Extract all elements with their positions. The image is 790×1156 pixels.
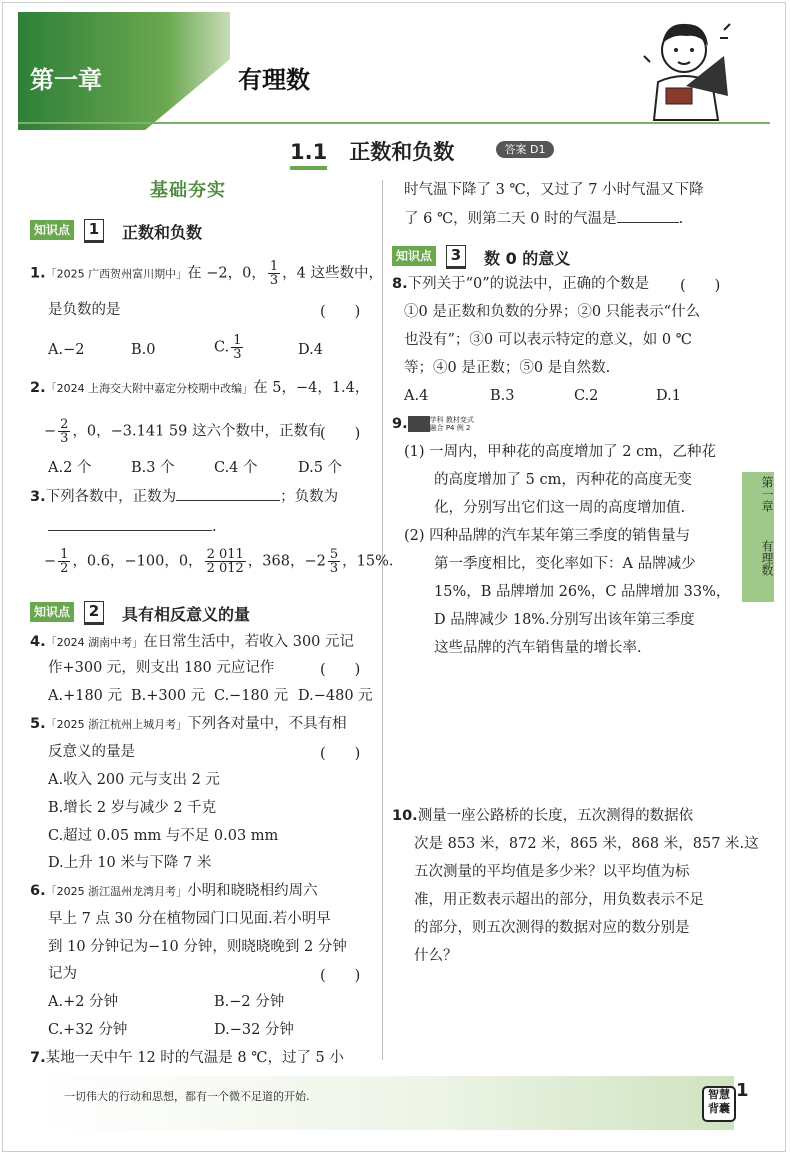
answer-badge: 答案 D1: [496, 141, 554, 158]
numerator: 2 011: [206, 547, 244, 562]
question-9-part-2-line-1: (2) 四种品牌的汽车某年第三季度的销售量与: [404, 528, 691, 544]
student-illustration-icon: [636, 16, 736, 122]
question-source: 「2025 浙江杭州上城月考」: [45, 718, 188, 731]
question-4-option-d: D.−480 元: [298, 688, 373, 704]
section-title: [290, 136, 454, 166]
question-8-line-4: 等；④0 是正数；⑤0 是自然数.: [404, 360, 611, 376]
answer-parentheses: ( ): [320, 426, 361, 442]
answer-blank[interactable]: [617, 208, 679, 223]
section-name: 正数和负数: [349, 140, 455, 164]
fraction: [205, 548, 246, 575]
question-text: 下列关于“0”的说法中，正确的个数是: [407, 276, 650, 292]
section-number: 1.1: [290, 140, 327, 170]
question-9-part-2-line-4: D 品牌减少 18%.分别写出该年第三季度: [434, 612, 695, 628]
question-number: 7.: [30, 1050, 46, 1066]
knowledge-point-number: 3: [446, 245, 466, 269]
question-5-option-b: B.增长 2 岁与减少 2 千克: [48, 800, 217, 816]
denominator: 2 012: [206, 561, 244, 576]
question-2-line-2: [44, 418, 323, 445]
question-text: 测量一座公路桥的长度，五次测得的数据依: [417, 808, 694, 824]
answer-parentheses: ( ): [320, 968, 361, 984]
question-number: 5.: [30, 716, 46, 732]
question-10-line-4: 准，用正数表示超出的部分，用负数表示不足: [414, 892, 704, 908]
question-number: 2.: [30, 380, 46, 396]
question-text: 了 6 ℃，则第二天 0 时的气温是: [404, 211, 617, 227]
side-tab-name: 有理数: [760, 540, 774, 576]
question-text: −: [44, 423, 57, 440]
question-text: ，368，−2: [247, 553, 326, 570]
numerator: 1: [269, 259, 279, 274]
question-source: 「2024 湖南中考」: [45, 636, 144, 649]
question-text: 下列各对量中，不具有相: [187, 716, 347, 732]
fraction: [328, 548, 340, 575]
question-source: [430, 416, 474, 432]
question-8-option-c: C.2: [574, 388, 599, 404]
question-number: 10.: [392, 808, 418, 824]
question-6-line-1: [30, 881, 318, 902]
knowledge-point-number: 1: [84, 219, 104, 243]
answer-parentheses: ( ): [320, 662, 361, 678]
question-number: 9.: [392, 416, 408, 432]
question-text: 在日常生活中，若收入 300 元记: [143, 634, 355, 650]
question-2-option-d: D.5 个: [298, 460, 343, 476]
question-1-option-a: A.−2: [48, 342, 85, 358]
question-text: ，15%.: [342, 553, 394, 570]
answer-blank[interactable]: [48, 516, 212, 531]
question-9-part-1-line-3: 化，分别写出它们这一周的高度增加值.: [434, 500, 686, 516]
denominator: 3: [269, 273, 279, 288]
chapter-name: 有理数: [238, 66, 310, 94]
fraction: [231, 334, 243, 361]
question-10-line-3: 五次测量的平均值是多少米？以平均值为标: [414, 864, 690, 880]
question-number: 3.: [30, 489, 46, 505]
denominator: 3: [60, 431, 69, 446]
question-8-line-1: [392, 274, 649, 294]
answer-parentheses: ( ): [680, 278, 721, 294]
question-text: 在 5，−4，1.4，: [253, 380, 370, 396]
question-5-line-1: [30, 714, 347, 735]
fraction: [58, 548, 70, 575]
question-1-option-c: [214, 334, 245, 361]
question-5-option-a: A.收入 200 元与支出 2 元: [48, 772, 220, 788]
question-9-part-2-line-5: 这些品牌的汽车销售量的增长率.: [434, 640, 642, 656]
question-6-line-3: 到 10 分钟记为−10 分钟，则晓晓晚到 2 分钟: [48, 939, 347, 955]
question-text: 下列各数中，正数为: [45, 489, 177, 505]
question-5-option-c: C.超过 0.05 mm 与不足 0.03 mm: [48, 828, 279, 844]
question-8-option-b: B.3: [490, 388, 515, 404]
footer-quote: 一切伟大的行动和思想，都有一个微不足道的开始.: [64, 1090, 310, 1103]
question-text: ，0，−3.141 59 这六个数中，正数有: [72, 423, 323, 440]
knowledge-point-tag: 知识点: [30, 602, 74, 622]
question-3-line-2: [48, 516, 217, 537]
fraction: [268, 260, 280, 287]
option-label: C.: [214, 339, 230, 356]
fraction: [58, 418, 70, 445]
question-10-line-1: [392, 806, 693, 826]
question-text: 小明和晓晓相约周六: [187, 883, 318, 899]
question-7-line-2: 时气温下降了 3 ℃，又过了 7 小时气温又下降: [404, 182, 704, 198]
question-10-line-2: 次是 853 米，872 米，865 米，868 米，857 米.这: [414, 836, 759, 852]
denominator: 2: [60, 561, 69, 576]
question-number: 4.: [30, 634, 46, 650]
question-1-option-d: D.4: [298, 342, 323, 358]
question-9-part-2-line-3: 15%，B 品牌增加 26%，C 品牌增加 33%，: [434, 584, 731, 600]
knowledge-point-tag: 知识点: [30, 220, 74, 240]
numerator: 1: [233, 333, 242, 348]
answer-parentheses: ( ): [320, 304, 361, 320]
question-5-line-2: 反意义的量是: [48, 744, 135, 760]
question-text: 某地一天中午 12 时的气温是 8 ℃，过了 5 小: [45, 1050, 344, 1066]
numerator: 2: [60, 417, 69, 432]
question-4-option-c: C.−180 元: [214, 688, 289, 704]
question-6-option-a: A.+2 分钟: [48, 994, 119, 1010]
question-text: ；负数为: [280, 489, 339, 505]
question-6-option-c: C.+32 分钟: [48, 1022, 128, 1038]
question-7-line-3: [404, 208, 683, 229]
knowledge-point-title: 数 0 的意义: [484, 249, 571, 268]
page-number: 1: [736, 1080, 749, 1101]
question-1-line-1: [30, 260, 383, 287]
denominator: 3: [233, 347, 242, 362]
knowledge-point-title: 正数和负数: [122, 223, 203, 242]
question-2-line-1: [30, 378, 369, 399]
question-number: 6.: [30, 883, 46, 899]
question-10-line-6: 什么？: [414, 948, 458, 964]
question-text: −: [44, 553, 57, 570]
question-9-part-2-line-2: 第一季度相比，变化率如下：A 品牌减少: [434, 556, 696, 572]
question-text: ，4 这些数中，: [282, 265, 383, 282]
question-6-option-d: D.−32 分钟: [214, 1022, 294, 1038]
basics-heading: 基础夯实: [150, 180, 226, 201]
question-2-option-b: B.3 个: [131, 460, 175, 476]
question-8-option-a: A.4: [404, 388, 429, 404]
question-4-option-b: B.+300 元: [131, 688, 206, 704]
header-rule: [18, 122, 770, 124]
question-4-line-1: [30, 632, 354, 653]
knowledge-point-number: 2: [84, 601, 104, 625]
question-8-line-3: 也没有”；③0 可以表示特定的意义，如 0 ℃: [404, 332, 692, 348]
question-9-header: [392, 414, 474, 434]
question-1-option-b: B.0: [131, 342, 156, 358]
question-7-line-1: [30, 1048, 344, 1068]
question-1-line-2: 是负数的是: [48, 302, 121, 318]
numerator: 1: [60, 547, 69, 562]
question-2-option-c: C.4 个: [214, 460, 258, 476]
question-5-option-d: D.上升 10 米与下降 7 米: [48, 855, 212, 871]
question-text: 在 −2，0，: [187, 265, 266, 282]
knowledge-point-tag: 知识点: [392, 246, 436, 266]
denominator: 3: [329, 561, 339, 576]
question-10-line-5: 的部分，则五次测得的数据对应的数分别是: [414, 920, 690, 936]
question-6-option-b: B.−2 分钟: [214, 994, 285, 1010]
question-source: 「2025 广西贺州富川期中」: [45, 267, 188, 281]
question-source: 「2025 浙江温州龙湾月考」: [45, 885, 188, 898]
question-8-option-d: D.1: [656, 388, 681, 404]
side-tab-chapter: 第一章: [760, 476, 774, 512]
question-text: .: [678, 211, 684, 227]
question-text: .: [212, 519, 217, 535]
answer-parentheses: ( ): [320, 746, 361, 762]
question-2-option-a: A.2 个: [48, 460, 92, 476]
wisdom-badge: 智慧背囊: [702, 1086, 736, 1122]
question-number: 1.: [30, 265, 46, 282]
question-3-line-1: [30, 486, 338, 507]
answer-blank[interactable]: [176, 486, 280, 501]
question-3-line-3: [44, 548, 393, 575]
column-divider: [382, 180, 383, 1060]
page-border: [2, 2, 786, 1152]
knowledge-point-title: 具有相反意义的量: [122, 605, 251, 624]
question-source: 「2024 上海交大附中嘉定分校期中改编」: [45, 382, 254, 395]
question-4-line-2: 作+300 元，则支出 180 元应记作: [48, 660, 275, 676]
question-4-option-a: A.+180 元: [48, 688, 123, 704]
question-9-part-1-line-1: (1) 一周内，甲种花的高度增加了 2 cm，乙种花: [404, 444, 716, 460]
question-number: 8.: [392, 276, 408, 292]
source-badge: [408, 416, 430, 432]
source-bottom: 融合 P4 例 2: [429, 424, 471, 432]
chapter-tag: 第一章: [30, 66, 102, 94]
question-8-line-2: ①0 是正数和负数的分界；②0 只能表示“什么: [404, 304, 701, 320]
question-text: ，0.6，−100，0，: [72, 553, 203, 570]
numerator: 5: [329, 547, 339, 562]
source-top: 学科 教材变式: [429, 416, 474, 424]
question-9-part-1-line-2: 的高度增加了 5 cm，丙种花的高度无变: [434, 472, 692, 488]
question-6-line-2: 早上 7 点 30 分在植物园门口见面.若小明早: [48, 911, 331, 927]
question-6-line-4: 记为: [48, 966, 77, 982]
